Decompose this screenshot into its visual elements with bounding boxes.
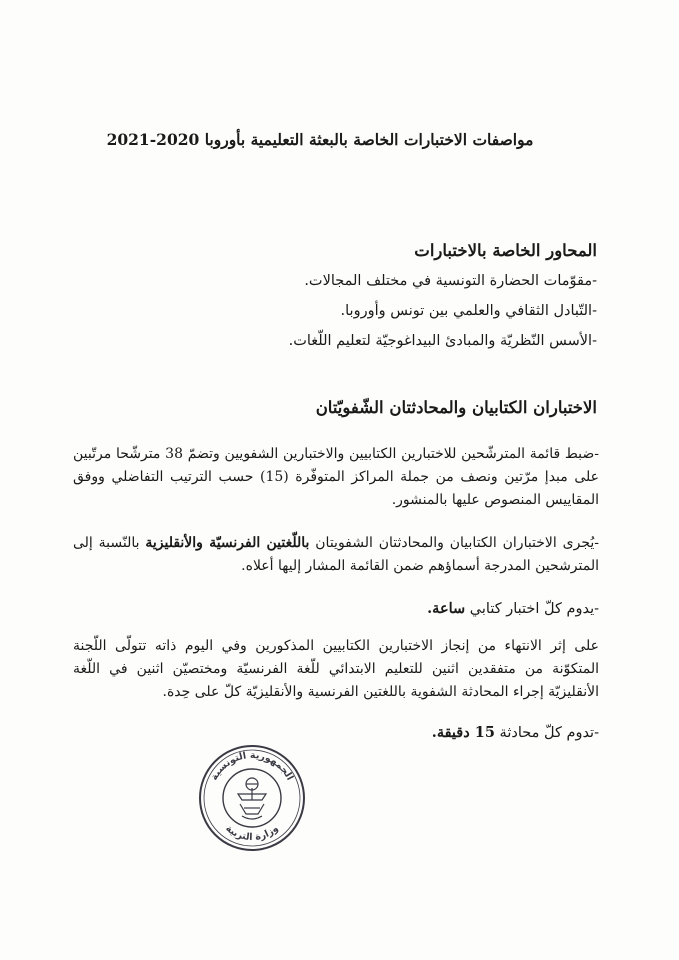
section-axes [77,236,597,356]
para2-languages-bold: باللّغتين الفرنسيّة والأنقليزية [145,535,310,551]
para5-text: -تدوم كلّ محادثة [494,724,599,741]
svg-text:وزارة التربية [223,823,280,843]
section-axes-heading: المحاور الخاصة بالاختبارات [414,241,597,260]
para5-duration-bold: 15 دقيقة. [431,723,495,741]
exam-paragraph-oral: على إثر الانتهاء من إنجاز الاختبارين الكتابيين المذكورين وفي اليوم ذاته تتولّى اللّجنة المتكوّنة من متفقدين اثنين للتعليم الابتدائي للّغة الفرنسيّة ومختصيّن اثنين في اللّغة الأنقليزيّة إجراء المحادثة الشفوية باللغتين الفرنسية والأنقليزيّة كلّ على حِدة. [73,638,599,700]
exam-paragraph-languages [73,532,599,578]
document-title: مواصفات الاختبارات الخاصة بالبعثة التعليمية بأوروبا 2020-2021 [106,130,534,149]
exam-paragraph-duration [73,597,599,621]
axes-item: -مقوّمات الحضارة التونسية في مختلف المجالات. [304,273,597,289]
section-exams [77,393,597,423]
para3-text: -يدوم كلّ اختبار كتابي [465,600,599,617]
exam-paragraph-list: -ضبط قائمة المترشّحين للاختبارين الكتابيين والاختبارين الشفويين وتضمّ 38 مترشّحا مرتّبين على مبدإ مرّتين ونصف من جملة المراكز المتوفّرة (15) حسب الترتيب التفاضلي ووفق المقاييس المنصوص عليها بالمنشور. [73,446,600,508]
para2-text-a: -يُجرى الاختباران الكتابيان والمحادثتان الشفويتان [309,535,599,551]
exam-paragraph-oral-duration [73,721,599,745]
axes-item: -التّبادل الثقافي والعلمي بين تونس وأوروبا. [340,303,597,319]
official-stamp-icon [196,742,308,854]
stamp-emblem-icon [238,778,266,819]
para3-duration-bold: ساعة. [427,599,466,617]
section-exams-heading: الاختباران الكتابيان والمحادثتان الشّفويّتان [315,398,597,417]
stamp-text-top: الجمهورية التونسية [208,749,296,783]
para2-text-b: بالنّسبة إلى المترشحين المدرجة أسماؤهم ضمن القائمة المشار إليها أعلاه. [73,535,599,574]
axes-list [77,266,597,356]
axes-item: -الأسس النّظريّة والمبادئ البيداغوجيّة لتعليم اللّغات. [288,333,597,349]
stamp-text-bottom: وزارة التربية [223,823,281,844]
